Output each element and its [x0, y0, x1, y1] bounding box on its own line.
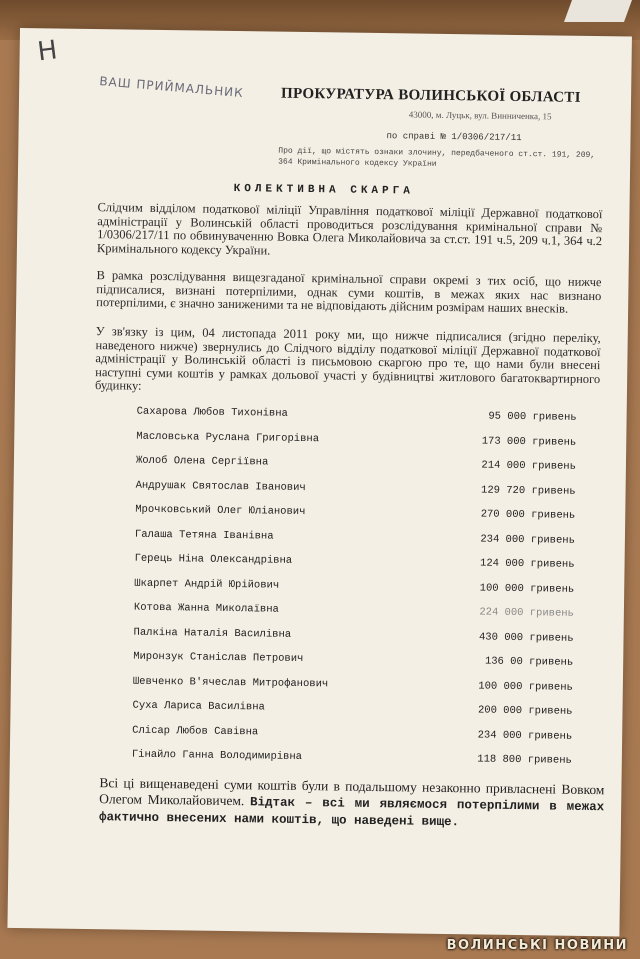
victim-amount: 124 000 гривень: [479, 557, 575, 571]
list-item: [132, 743, 572, 774]
watermark-logo: ВОЛИНСЬКІ НОВИНИ: [446, 938, 628, 953]
victim-amount: 129 720 гривень: [480, 483, 576, 498]
victim-name: Гінайло Ганна Володимирівна: [131, 748, 303, 764]
victim-name: Сахарова Любов Тихонівна: [136, 405, 288, 420]
closing-text: Всі ці вищенаведені суми коштів були в подальшому незаконно привласнені Вовком Олегом Миколайовичем.: [99, 775, 605, 809]
closing-bold-text: Відтак – всі ми являємося потерпілими в межах фактично внесених нами коштів, що наведені вище.: [98, 795, 605, 830]
complaint-document: [7, 28, 632, 936]
victim-name: Андрушак Святослав Іванович: [135, 479, 306, 494]
victim-amount: 234 000 гривень: [480, 532, 575, 547]
victim-amount: 224 000 гривень: [479, 606, 574, 620]
victim-amount: 214 000 гривень: [481, 459, 577, 473]
victim-amount: 270 000 гривень: [480, 508, 576, 522]
victim-name: Шевченко В'ячеслав Митрофанович: [132, 675, 329, 690]
addressee-title: ПРОКУРАТУРА ВОЛИНСЬКОЇ ОБЛАСТІ: [280, 85, 581, 106]
victim-amount: 118 800 гривень: [477, 753, 572, 767]
corner-paper: [564, 0, 632, 22]
victim-amount: 95 000 гривень: [488, 410, 577, 424]
victim-name: Миронзук Станіслав Петрович: [133, 650, 304, 666]
case-reference: по справі № 1/0306/217/11: [386, 131, 522, 144]
victim-amount: 234 000 гривень: [477, 728, 573, 743]
victim-name: Жолоб Олена Сергіївна: [135, 454, 269, 469]
document-title: КОЛЕКТИВНА СКАРГА: [233, 182, 414, 198]
paragraph-3: У зв'язку із цим, 04 листопада 2011 року ми, що нижче підписалися (згідно переліку, наведеного нижче) звернулись до Слідчого відділу податкової міліції Державної податкової адміністрації у Волинській області із письмовою скаргою про те, що нами були внесені наступні суми коштів у рамках дольової участі у будівництві житлового багатоквартирного будинку:: [94, 324, 601, 393]
victim-amount: 100 000 гривень: [478, 679, 573, 694]
victim-name: Палкіна Наталія Василівна: [133, 626, 292, 641]
paragraph-1: Слідчим відділом податкової міліції Управління податкової міліції Державної податкової адміністрації у Волинській області проводиться розслідування кримінальної справи № 1/0306/217/11 по обвинуваченню Вовка Олега Миколайовича за ст.ст. 191 ч.5, 209 ч.1, 364 ч.2 Кримінального кодексу України.: [96, 200, 603, 258]
victim-name: Суха Лариса Василівна: [132, 699, 265, 714]
victim-name: Котова Жанна Миколаївна: [133, 601, 279, 616]
victim-amount: 173 000 гривень: [481, 434, 577, 449]
paragraph-2: В рамка розслідування вищезгаданої кримінальної справи окремі з тих осіб, що нижче підписалися, визнані потерпілими, однак суми коштів, в межах яких нас визнано потерпілими, є значно заниженими та не відповідають дійсним розмірам наших внесків.: [96, 268, 602, 316]
victim-name: Слісар Любов Савівна: [132, 724, 259, 738]
victim-amount: 430 000 гривень: [478, 630, 574, 645]
victim-amount: 200 000 гривень: [477, 704, 573, 718]
handwritten-mark: Н: [35, 35, 60, 68]
victim-amount: 100 000 гривень: [479, 581, 575, 596]
handwritten-note: ВАШ ПРИЙМАЛЬНИК: [98, 74, 245, 101]
victim-name: Мрочковський Олег Юліанович: [135, 503, 306, 519]
victim-name: Шкарпет Андрій Юрійович: [134, 577, 280, 592]
victim-name: Масловська Руслана Григорівна: [136, 430, 320, 445]
victims-list: [132, 400, 577, 774]
victim-name: Герець Ніна Олександрівна: [134, 552, 293, 567]
complaint-subject: Про дії, що містять ознаки злочину, передбаченого ст.ст. 191, 209, 364 Кримінального кодексу України: [278, 146, 596, 169]
closing-paragraph: [99, 775, 605, 832]
victim-name: Галаша Тетяна Іванівна: [134, 528, 274, 543]
addressee-address: 43000, м. Луцьк, вул. Винниченка, 15: [408, 109, 552, 122]
victim-amount: 136 00 гривень: [484, 655, 574, 669]
